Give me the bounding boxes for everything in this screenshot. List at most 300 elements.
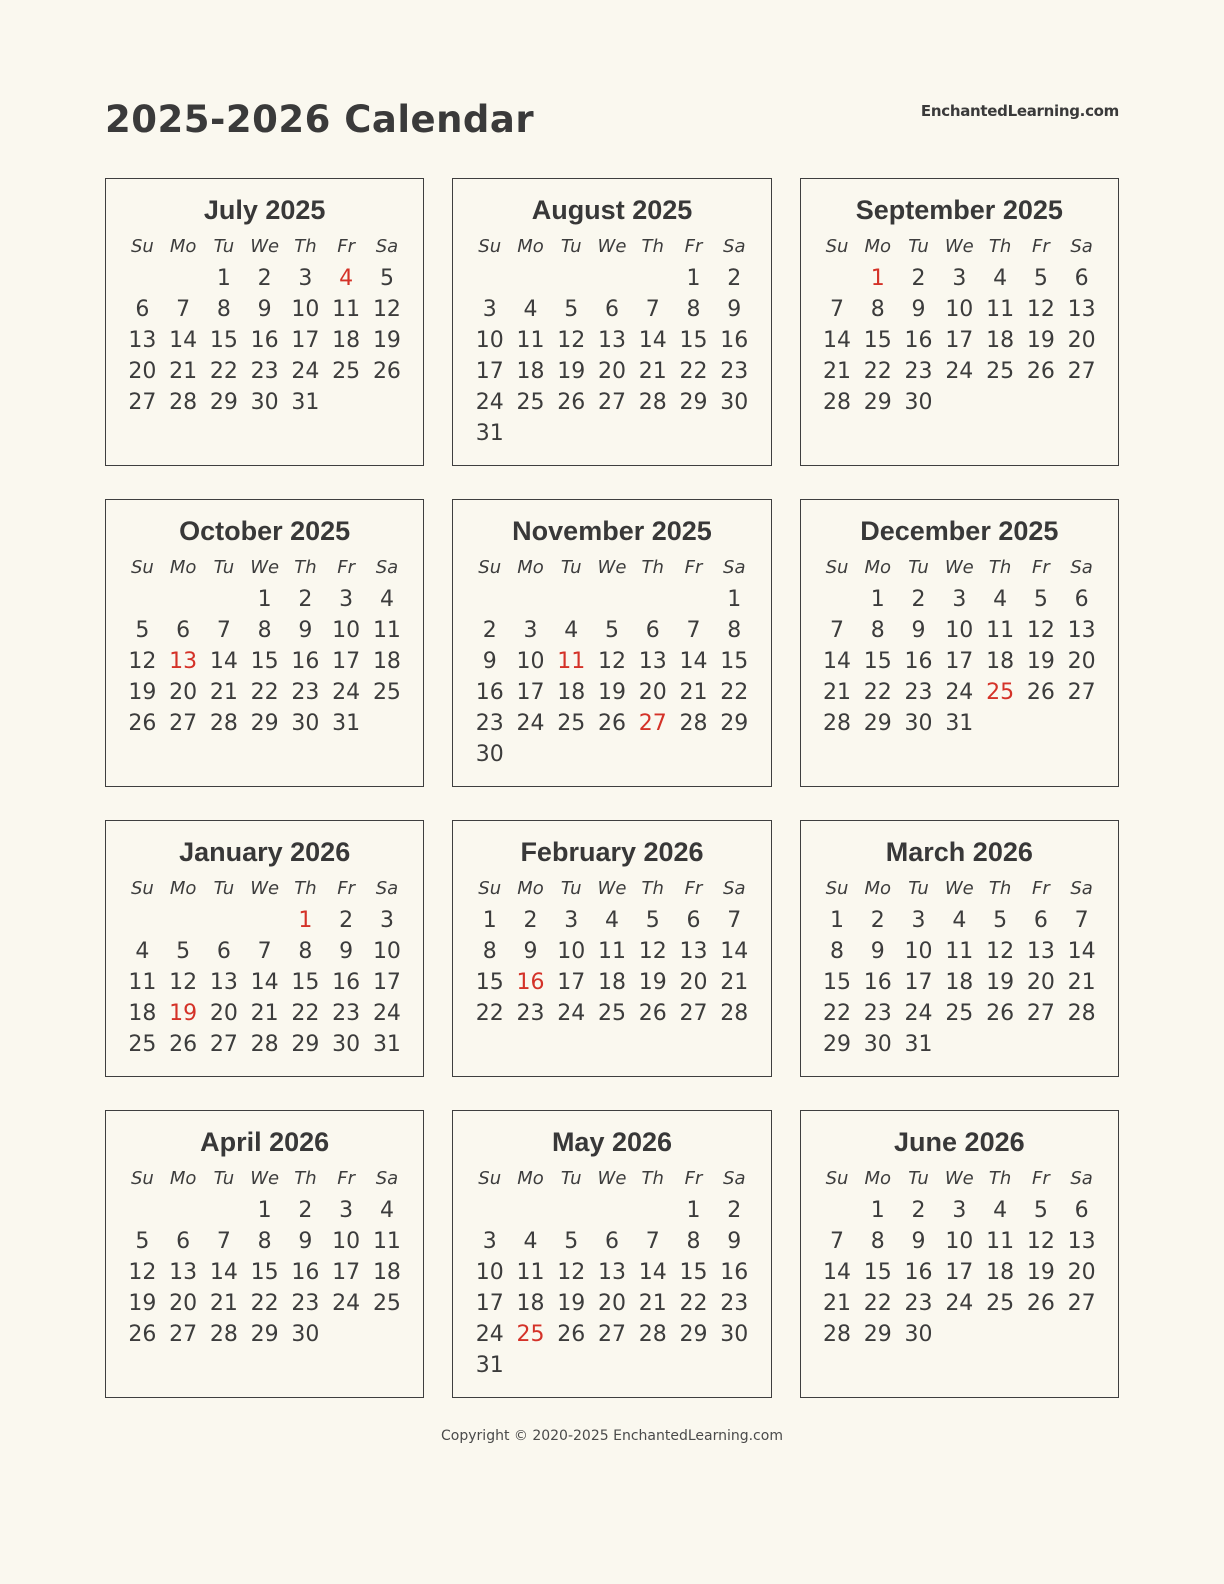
dates-grid [469, 905, 754, 1029]
date-cell: 8 [870, 297, 885, 322]
empty-cell [122, 1195, 163, 1226]
weekday-label: Su [130, 1168, 154, 1189]
date-cell: 3 [952, 266, 967, 291]
dates-grid [469, 584, 754, 770]
date-cell: 22 [475, 1001, 504, 1026]
date-cell: 19 [597, 680, 626, 705]
date-cell: 28 [169, 390, 198, 415]
date-cell: 18 [986, 649, 1015, 674]
date-cell: 8 [298, 939, 313, 964]
weekday-label: Sa [1070, 878, 1093, 899]
date-cell: 13 [1026, 939, 1055, 964]
date-cell: 25 [945, 1001, 974, 1026]
date-cell: 7 [727, 908, 742, 933]
weekday-label: Tu [908, 236, 929, 257]
weekday-label: Su [130, 236, 154, 257]
date-cell: 6 [686, 908, 701, 933]
weekday-label: Mo [517, 236, 544, 257]
page-title: 2025-2026 Calendar [105, 98, 535, 141]
date-cell: 24 [332, 680, 361, 705]
date-cell: 12 [1026, 297, 1055, 322]
date-cell: 6 [1074, 587, 1089, 612]
weekday-header-row [469, 236, 754, 257]
date-cell: 6 [604, 297, 619, 322]
date-cell: 21 [679, 680, 708, 705]
date-cell: 2 [727, 1198, 742, 1223]
date-cell: 21 [823, 359, 852, 384]
weekday-label: We [944, 878, 974, 899]
date-cell: 6 [1074, 1198, 1089, 1223]
date-cell: 26 [1026, 680, 1055, 705]
date-cell: 21 [720, 970, 749, 995]
date-cell: 5 [993, 908, 1008, 933]
weekday-label: Mo [169, 557, 197, 578]
weekday-label: We [597, 1168, 627, 1189]
date-cell: 28 [638, 1322, 667, 1347]
dates-grid [122, 263, 407, 418]
date-cell: 12 [372, 297, 401, 322]
date-cell: 3 [339, 587, 354, 612]
date-cell: 29 [863, 1322, 892, 1347]
dates-grid [122, 1195, 407, 1350]
date-cell: 15 [209, 328, 238, 353]
date-cell: 16 [863, 970, 892, 995]
date-cell: 12 [1026, 618, 1055, 643]
weekday-label: We [250, 236, 280, 257]
date-cell: 9 [298, 1229, 313, 1254]
date-cell: 7 [645, 1229, 660, 1254]
weekday-label: Sa [1070, 1168, 1093, 1189]
date-cell: 24 [291, 359, 320, 384]
date-cell: 15 [823, 970, 852, 995]
date-cell: 3 [952, 587, 967, 612]
weekday-header-row [469, 557, 754, 578]
weekday-header-row [122, 1168, 407, 1189]
month-box-january-2026 [105, 820, 424, 1077]
weekday-label: We [944, 236, 974, 257]
weekday-label: Su [825, 1168, 849, 1189]
date-cell: 9 [257, 297, 272, 322]
date-cell: 5 [564, 1229, 579, 1254]
weekday-label: Sa [1070, 236, 1093, 257]
date-cell: 6 [176, 618, 191, 643]
month-title: May 2026 [551, 1127, 673, 1157]
date-cell: 14 [209, 1260, 238, 1285]
date-cell: 4 [993, 1198, 1008, 1223]
empty-cell [592, 263, 633, 294]
date-cell: 8 [870, 618, 885, 643]
month-title: June 2026 [894, 1127, 1025, 1157]
date-cell: 2 [911, 1198, 926, 1223]
weekday-header-row [817, 878, 1102, 899]
date-cell: 10 [332, 618, 361, 643]
date-cell: 21 [250, 1001, 279, 1026]
date-cell: 24 [372, 1001, 401, 1026]
date-cell: 27 [169, 1322, 198, 1347]
date-cell: 3 [339, 1198, 354, 1223]
date-cell: 7 [1074, 908, 1089, 933]
date-cell: 23 [863, 1001, 892, 1026]
date-cell: 20 [597, 359, 626, 384]
date-cell: 8 [830, 939, 845, 964]
date-cell: 28 [720, 1001, 749, 1026]
weekday-label: Th [294, 1168, 317, 1189]
weekday-label: Fr [337, 1168, 356, 1189]
date-cell: 30 [904, 390, 933, 415]
date-cell: 15 [679, 328, 708, 353]
date-cell: 24 [904, 1001, 933, 1026]
date-cell: 28 [823, 1322, 852, 1347]
date-cell: 10 [557, 939, 586, 964]
date-cell: 22 [291, 1001, 320, 1026]
weekday-header-row [122, 557, 407, 578]
date-cell: 30 [863, 1032, 892, 1057]
date-cell: 10 [904, 939, 933, 964]
date-cell: 3 [952, 1198, 967, 1223]
date-cell: 5 [379, 266, 394, 291]
date-cell: 11 [128, 970, 157, 995]
date-cell: 17 [904, 970, 933, 995]
date-cell: 22 [250, 680, 279, 705]
date-cell: 11 [516, 328, 545, 353]
date-cell: 3 [482, 297, 497, 322]
month-title: March 2026 [885, 837, 1033, 867]
date-cell: 14 [209, 649, 238, 674]
date-cell: 26 [986, 1001, 1015, 1026]
date-cell: 28 [1067, 1001, 1096, 1026]
weekday-label: Tu [908, 878, 929, 899]
empty-cell [244, 905, 285, 936]
date-cell: 10 [372, 939, 401, 964]
date-cell: 19 [1026, 1260, 1055, 1285]
date-cell: 3 [379, 908, 394, 933]
date-cell: 27 [128, 390, 157, 415]
date-cell: 8 [482, 939, 497, 964]
empty-cell [469, 263, 510, 294]
date-cell: 12 [128, 649, 157, 674]
date-cell: 12 [638, 939, 667, 964]
date-cell: 25 [128, 1032, 157, 1057]
date-cell: 1 [257, 1198, 272, 1223]
date-cell: 7 [176, 297, 191, 322]
weekday-label: Th [294, 557, 317, 578]
date-cell: 16 [720, 1260, 749, 1285]
month-title: February 2026 [520, 837, 704, 867]
empty-cell [551, 1195, 592, 1226]
date-cell: 27 [1067, 359, 1096, 384]
date-cell: 13 [1067, 618, 1096, 643]
weekday-label: Fr [684, 1168, 703, 1189]
weekday-label: Fr [1031, 557, 1050, 578]
weekday-header-row [469, 878, 754, 899]
date-cell: 19 [557, 359, 586, 384]
weekday-label: Th [294, 236, 317, 257]
date-cell: 18 [128, 1001, 157, 1026]
date-cell: 9 [298, 618, 313, 643]
date-cell: 15 [720, 649, 749, 674]
month-title: August 2025 [531, 195, 693, 225]
weekday-label: We [597, 236, 627, 257]
date-cell: 13 [638, 649, 667, 674]
date-cell: 27 [1067, 680, 1096, 705]
date-cell: 18 [372, 649, 401, 674]
date-cell: 20 [169, 1291, 198, 1316]
date-cell: 14 [250, 970, 279, 995]
date-cell: 7 [257, 939, 272, 964]
date-cell: 22 [209, 359, 238, 384]
date-cell: 24 [945, 359, 974, 384]
holiday-date-cell: 13 [169, 649, 198, 674]
date-cell: 13 [1067, 1229, 1096, 1254]
date-cell: 9 [911, 618, 926, 643]
date-cell: 23 [720, 359, 749, 384]
empty-cell [510, 1195, 551, 1226]
date-cell: 12 [986, 939, 1015, 964]
date-cell: 2 [339, 908, 354, 933]
holiday-date-cell: 27 [638, 711, 667, 736]
date-cell: 13 [209, 970, 238, 995]
date-cell: 31 [475, 421, 504, 446]
date-cell: 18 [557, 680, 586, 705]
date-cell: 31 [945, 711, 974, 736]
date-cell: 23 [332, 1001, 361, 1026]
weekday-label: Th [988, 236, 1012, 257]
date-cell: 7 [830, 297, 845, 322]
date-cell: 11 [516, 1260, 545, 1285]
month-box-november-2025 [452, 499, 771, 787]
weekday-label: Su [478, 878, 502, 899]
date-cell: 4 [379, 587, 394, 612]
date-cell: 7 [216, 618, 231, 643]
date-cell: 23 [904, 1291, 933, 1316]
date-cell: 15 [679, 1260, 708, 1285]
date-cell: 5 [604, 618, 619, 643]
date-cell: 15 [863, 1260, 892, 1285]
dates-grid [817, 905, 1102, 1060]
empty-cell [510, 263, 551, 294]
date-cell: 11 [945, 939, 974, 964]
weekday-label: Th [294, 878, 317, 899]
empty-cell [551, 584, 592, 615]
date-cell: 25 [372, 1291, 401, 1316]
date-cell: 28 [209, 1322, 238, 1347]
date-cell: 27 [169, 711, 198, 736]
date-cell: 2 [727, 266, 742, 291]
date-cell: 2 [482, 618, 497, 643]
month-title: April 2026 [200, 1127, 330, 1157]
date-cell: 8 [686, 1229, 701, 1254]
date-cell: 17 [475, 359, 504, 384]
empty-cell [510, 584, 551, 615]
calendar-grid [105, 178, 1119, 1398]
date-cell: 18 [516, 1291, 545, 1316]
weekday-label: Sa [375, 557, 399, 578]
page-header [105, 0, 1119, 144]
date-cell: 4 [564, 618, 579, 643]
date-cell: 20 [209, 1001, 238, 1026]
date-cell: 3 [523, 618, 538, 643]
date-cell: 29 [679, 390, 708, 415]
dates-grid [817, 1195, 1102, 1350]
empty-cell [204, 905, 245, 936]
date-cell: 22 [679, 359, 708, 384]
empty-cell [632, 584, 673, 615]
date-cell: 14 [638, 328, 667, 353]
month-title: September 2025 [855, 195, 1063, 225]
dates-grid [469, 263, 754, 449]
weekday-label: Sa [723, 236, 746, 257]
date-cell: 31 [372, 1032, 401, 1057]
empty-cell [469, 1195, 510, 1226]
date-cell: 25 [986, 359, 1015, 384]
weekday-label: Su [825, 878, 849, 899]
date-cell: 14 [638, 1260, 667, 1285]
date-cell: 27 [597, 390, 626, 415]
date-cell: 18 [945, 970, 974, 995]
weekday-label: We [944, 1168, 974, 1189]
month-box-august-2025 [452, 178, 771, 466]
date-cell: 26 [1026, 1291, 1055, 1316]
date-cell: 1 [686, 266, 701, 291]
empty-cell [122, 905, 163, 936]
date-cell: 19 [1026, 649, 1055, 674]
weekday-label: Fr [684, 878, 703, 899]
date-cell: 22 [250, 1291, 279, 1316]
month-box-march-2026 [800, 820, 1119, 1077]
date-cell: 18 [516, 359, 545, 384]
date-cell: 4 [993, 587, 1008, 612]
date-cell: 25 [986, 1291, 1015, 1316]
date-cell: 26 [1026, 359, 1055, 384]
date-cell: 31 [332, 711, 361, 736]
dates-grid [469, 1195, 754, 1381]
date-cell: 11 [986, 297, 1015, 322]
date-cell: 18 [372, 1260, 401, 1285]
date-cell: 21 [169, 359, 198, 384]
date-cell: 28 [209, 711, 238, 736]
date-cell: 8 [216, 297, 231, 322]
weekday-label: Fr [684, 557, 703, 578]
weekday-header-row [817, 1168, 1102, 1189]
date-cell: 26 [128, 1322, 157, 1347]
empty-cell [632, 1195, 673, 1226]
date-cell: 9 [911, 1229, 926, 1254]
date-cell: 7 [830, 1229, 845, 1254]
weekday-header-row [817, 557, 1102, 578]
holiday-date-cell: 25 [986, 680, 1015, 705]
date-cell: 29 [209, 390, 238, 415]
date-cell: 23 [291, 680, 320, 705]
date-cell: 27 [209, 1032, 238, 1057]
date-cell: 19 [557, 1291, 586, 1316]
weekday-label: Mo [864, 1168, 892, 1189]
date-cell: 12 [557, 328, 586, 353]
date-cell: 29 [291, 1032, 320, 1057]
date-cell: 10 [945, 618, 974, 643]
date-cell: 22 [720, 680, 749, 705]
dates-grid [817, 263, 1102, 418]
month-box-december-2025 [800, 499, 1119, 787]
date-cell: 25 [516, 390, 545, 415]
date-cell: 5 [1033, 587, 1048, 612]
date-cell: 6 [604, 1229, 619, 1254]
date-cell: 23 [904, 680, 933, 705]
date-cell: 1 [870, 1198, 885, 1223]
empty-cell [632, 263, 673, 294]
weekday-label: Fr [684, 236, 703, 257]
site-name: EnchantedLearning.com [920, 102, 1119, 120]
weekday-label: Tu [908, 1168, 929, 1189]
weekday-label: Tu [213, 1168, 235, 1189]
date-cell: 14 [720, 939, 749, 964]
date-cell: 3 [564, 908, 579, 933]
date-cell: 18 [597, 970, 626, 995]
date-cell: 26 [597, 711, 626, 736]
date-cell: 26 [128, 711, 157, 736]
date-cell: 12 [128, 1260, 157, 1285]
date-cell: 7 [830, 618, 845, 643]
date-cell: 18 [986, 1260, 1015, 1285]
date-cell: 22 [679, 1291, 708, 1316]
date-cell: 10 [475, 328, 504, 353]
date-cell: 30 [475, 742, 504, 767]
empty-cell [204, 1195, 245, 1226]
date-cell: 26 [557, 1322, 586, 1347]
date-cell: 17 [372, 970, 401, 995]
date-cell: 28 [679, 711, 708, 736]
date-cell: 26 [557, 390, 586, 415]
date-cell: 31 [291, 390, 320, 415]
date-cell: 11 [597, 939, 626, 964]
weekday-label: Mo [169, 1168, 197, 1189]
date-cell: 25 [597, 1001, 626, 1026]
date-cell: 30 [720, 390, 749, 415]
copyright-footer: Copyright © 2020-2025 EnchantedLearning.com [441, 1428, 783, 1444]
weekday-label: Mo [517, 878, 544, 899]
date-cell: 2 [911, 587, 926, 612]
month-box-february-2026 [452, 820, 771, 1077]
weekday-label: Sa [723, 1168, 746, 1189]
date-cell: 8 [870, 1229, 885, 1254]
empty-cell [817, 584, 858, 615]
date-cell: 27 [597, 1322, 626, 1347]
date-cell: 28 [638, 390, 667, 415]
holiday-date-cell: 1 [870, 266, 885, 291]
date-cell: 24 [945, 680, 974, 705]
weekday-label: Th [641, 557, 664, 578]
weekday-label: Th [641, 1168, 664, 1189]
date-cell: 19 [372, 328, 401, 353]
date-cell: 18 [986, 328, 1015, 353]
date-cell: 9 [339, 939, 354, 964]
date-cell: 20 [1067, 649, 1096, 674]
weekday-label: Fr [337, 878, 356, 899]
date-cell: 16 [291, 1260, 320, 1285]
date-cell: 5 [135, 618, 150, 643]
date-cell: 3 [482, 1229, 497, 1254]
date-cell: 11 [332, 297, 361, 322]
date-cell: 17 [516, 680, 545, 705]
date-cell: 24 [475, 1322, 504, 1347]
empty-cell [469, 584, 510, 615]
weekday-label: Th [641, 236, 664, 257]
date-cell: 29 [250, 1322, 279, 1347]
month-title: December 2025 [860, 516, 1059, 546]
month-title: July 2025 [203, 195, 326, 225]
holiday-date-cell: 25 [516, 1322, 545, 1347]
date-cell: 19 [1026, 328, 1055, 353]
date-cell: 23 [250, 359, 279, 384]
